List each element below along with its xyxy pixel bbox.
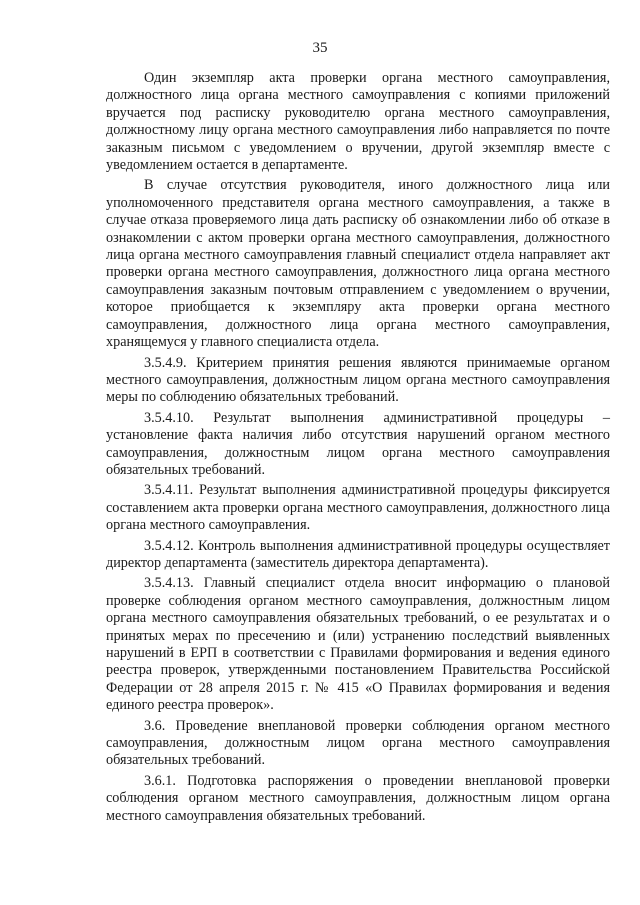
page-number: 35 (312, 40, 328, 56)
paragraph-3-5-4-13: 3.5.4.13. Главный специалист отдела вносит информацию о плановой проверке соблюдения органом местного самоуправления, должностным лицом органа местного самоуправления обязательных требований, о ее результатах и о принятых мерах по пресечению и (или) устранению последствий выявленных нарушений в ЕРП в соответствии с Правилами формирования и ведения единого реестра проверок, утвержденными постановлением Правительства Российской Федерации от 28 апреля 2015 г. № 415 «О Правилах формирования и ведения единого реестра проверок». (106, 575, 610, 714)
paragraph-absence-case: В случае отсутствия руководителя, иного должностного лица или уполномоченного представителя органа местного самоуправления, а также в случае отказа проверяемого лица дать расписку об ознакомлении либо об отказе в ознакомлении с актом проверки органа местного самоуправления, должностного лица органа местного самоуправления главный специалист отдела направляет акт проверки органа местного самоуправления, должностного лица органа местного самоуправления заказным почтовым отправлением с уведомлением о вручении, которое приобщается к экземпляру акта проверки органа местного самоуправления, должностного лица органа местного самоуправления, хранящемуся у главного специалиста отдела. (106, 177, 610, 351)
paragraph-3-6-1: 3.6.1. Подготовка распоряжения о проведении внеплановой проверки соблюдения органом местного самоуправления, должностным лицом органа местного самоуправления обязательных требований. (106, 772, 610, 824)
paragraph-3-5-4-9: 3.5.4.9. Критерием принятия решения являются принимаемые органом местного самоуправления, должностным лицом органа местного самоуправления меры по соблюдению обязательных требований. (106, 354, 610, 406)
paragraph-copy-delivery: Один экземпляр акта проверки органа местного самоуправления, должностного лица органа местного самоуправления с копиями приложений вручается под расписку руководителю органа местного самоуправления, должностному лицу органа местного самоуправления либо направляется по почте заказным письмом с уведомлением о вручении, другой экземпляр вместе с уведомлением остается в департаменте. (106, 70, 610, 174)
paragraph-3-5-4-11: 3.5.4.11. Результат выполнения административной процедуры фиксируется составлением акта проверки органа местного самоуправления, должностного лица органа местного самоуправления. (106, 482, 610, 534)
paragraph-3-6: 3.6. Проведение внеплановой проверки соблюдения органом местного самоуправления, должностным лицом органа местного самоуправления обязательных требований. (106, 717, 610, 769)
paragraph-3-5-4-12: 3.5.4.12. Контроль выполнения административной процедуры осуществляет директор департамента (заместитель директора департамента). (106, 537, 610, 571)
paragraph-3-5-4-10: 3.5.4.10. Результат выполнения административной процедуры – установление факта наличия либо отсутствия нарушений органом местного самоуправления, должностным лицом органа местного самоуправления обязательных требований. (106, 409, 610, 478)
document-body (106, 70, 610, 828)
